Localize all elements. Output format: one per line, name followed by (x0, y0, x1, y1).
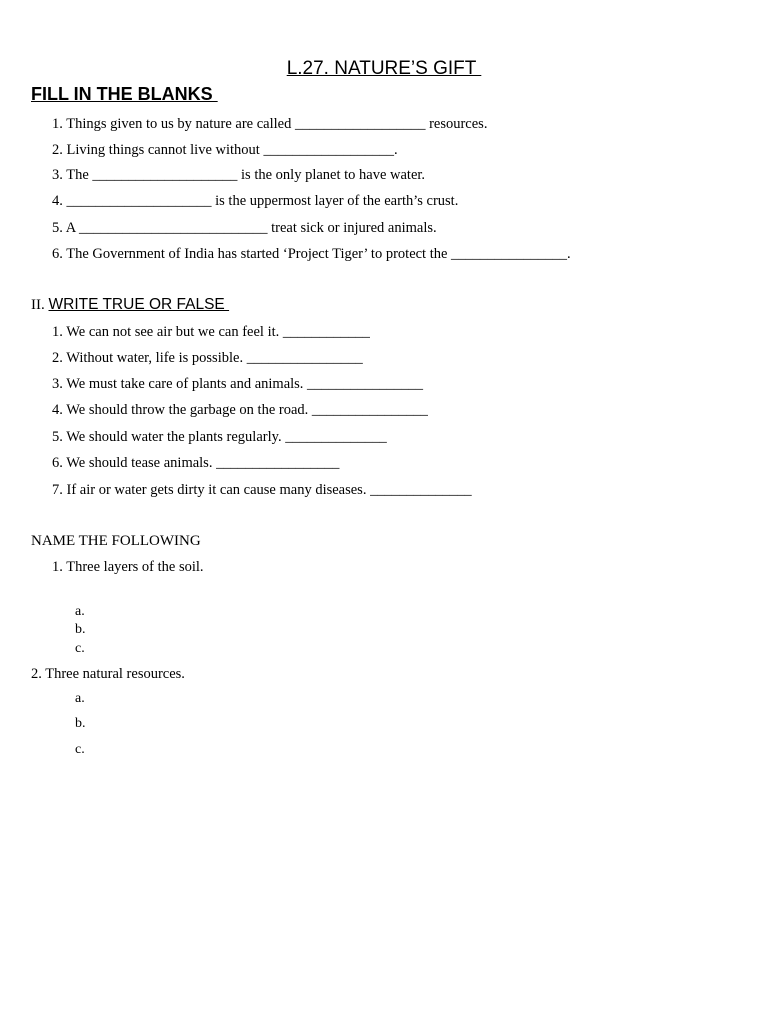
name-question-2-option-b: b. (75, 716, 86, 731)
fill-blank-question-6: 6. The Government of India has started ‘Project Tiger’ to protect the ________________. (52, 246, 571, 262)
fill-blank-question-3: 3. The ____________________ is the only planet to have water. (52, 167, 426, 183)
true-false-question-1: 1. We can not see air but we can feel it. ____________ (52, 324, 370, 340)
name-question-1-option-a: a. (75, 604, 85, 619)
name-following-heading: NAME THE FOLLOWING (31, 533, 201, 549)
true-false-question-2: 2. Without water, life is possible. ________________ (52, 350, 363, 366)
name-question-2-option-a: a. (75, 691, 85, 706)
name-question-1-option-c: c. (75, 641, 85, 656)
name-question-2-option-c: c. (75, 742, 85, 757)
true-false-question-5: 5. We should water the plants regularly. ______________ (52, 429, 387, 445)
fill-blank-question-4: 4. ____________________ is the uppermost layer of the earth’s crust. (52, 193, 459, 209)
true-false-question-6: 6. We should tease animals. _________________ (52, 455, 340, 471)
true-false-heading-line (31, 296, 229, 314)
name-question-1-option-b: b. (75, 622, 86, 637)
true-false-heading: WRITE TRUE OR FALSE (48, 296, 230, 313)
true-false-question-7: 7. If air or water gets dirty it can cause many diseases. ______________ (52, 482, 472, 498)
name-question-2: 2. Three natural resources. (31, 666, 185, 682)
name-question-1: 1. Three layers of the soil. (52, 559, 204, 575)
fill-blank-question-1: 1. Things given to us by nature are called __________________ resources. (52, 116, 488, 132)
fill-in-blanks-heading: FILL IN THE BLANKS (31, 84, 218, 104)
page-title: L.27. NATURE’S GIFT (286, 58, 482, 79)
true-false-question-3: 3. We must take care of plants and animals. ________________ (52, 376, 424, 392)
fill-blank-question-5: 5. A __________________________ treat sick or injured animals. (52, 220, 437, 236)
section-numeral: II. (31, 297, 49, 313)
true-false-question-4: 4. We should throw the garbage on the road. ________________ (52, 402, 428, 418)
fill-blank-question-2: 2. Living things cannot live without __________________. (52, 142, 398, 158)
